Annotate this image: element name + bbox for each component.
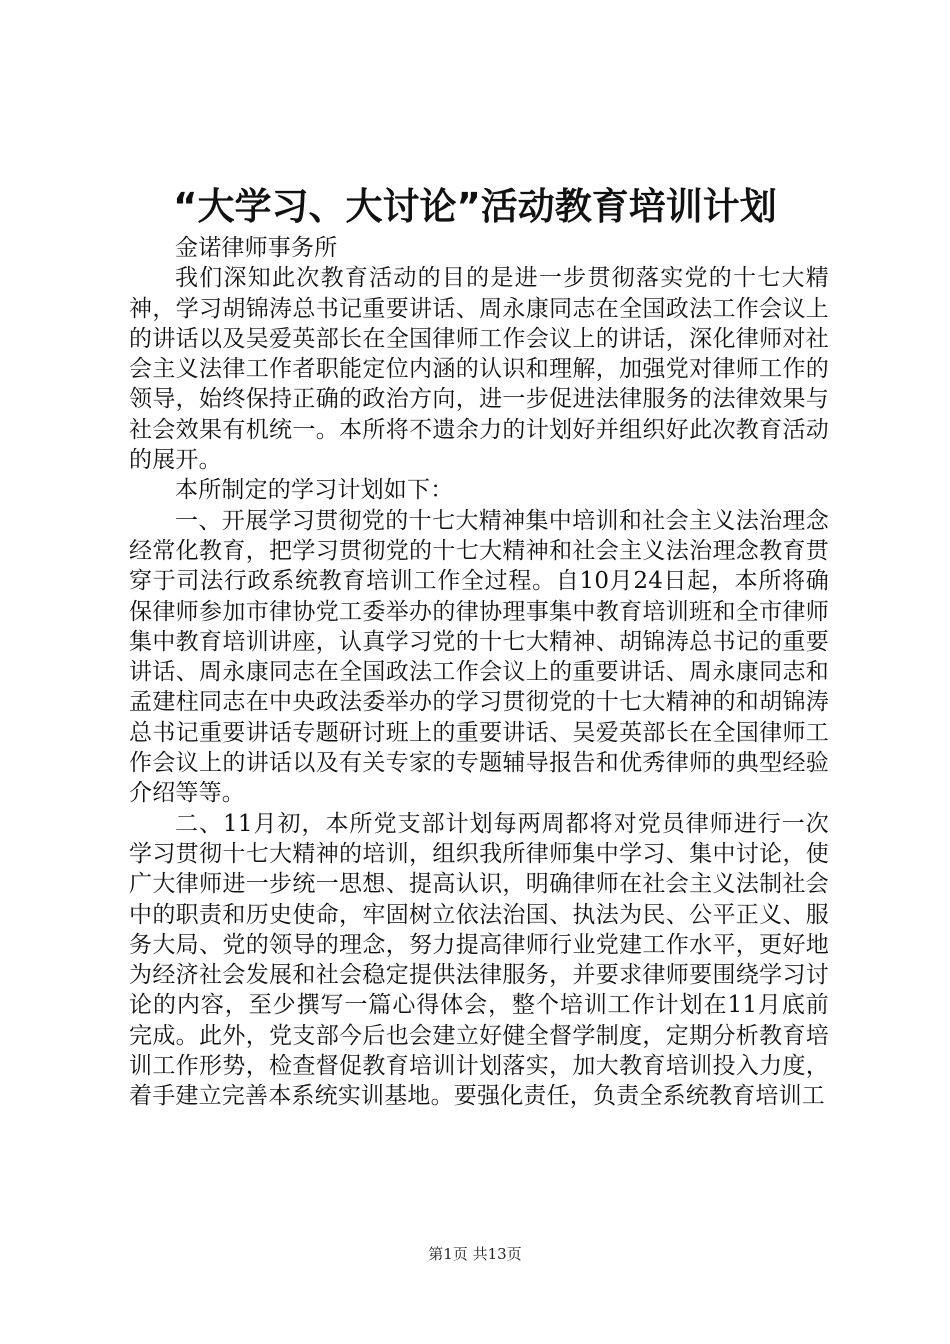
paragraph-intro: 我们深知此次教育活动的目的是进一步贯彻落实党的十七大精神，学习胡锦涛总书记重要讲话、周永康同志在全国政法工作会议上的讲话以及吴爱英部长在全国律师工作会议上的讲话，深化律师对社会主义法律工作者职能定位内涵的认识和理解，加强党对律师工作的领导，始终保持正确的政治方向，进一步促进法律服务的法律效果与社会效果有机统一。本所将不遗余力的计划好并组织好此次教育活动的展开。: [129, 265, 829, 474]
page-number-footer: 第1页 共13页: [428, 1245, 522, 1263]
paragraph-item-one: 一、开展学习贯彻党的十七大精神集中培训和社会主义法治理念经常化教育，把学习贯彻党的十七大精神和社会主义法治理念教育贯穿于司法行政系统教育培训工作全过程。自10月24日起，本所将确保律师参加市律协党工委举办的律协理事集中教育培训班和全市律师集中教育培训讲座，认真学习党的十七大精神、胡锦涛总书记的重要讲话、周永康同志在全国政法工作会议上的重要讲话、周永康同志和孟建柱同志在中央政法委举办的学习贯彻党的十七大精神的和胡锦涛总书记重要讲话专题研讨班上的重要讲话、吴爱英部长在全国律师工作会议上的讲话以及有关专家的专题辅导报告和优秀律师的典型经验介绍等等。: [129, 507, 829, 807]
paragraph-item-two: 二、11月初，本所党支部计划每两周都将对党员律师进行一次学习贯彻十七大精神的培训，组织我所律师集中学习、集中讨论，使广大律师进一步统一思想、提高认识，明确律师在社会主义法制社会中的职责和历史使命，牢固树立依法治国、执法为民、公平正义、服务大局、党的领导的理念，努力提高律师行业党建工作水平，更好地为经济社会发展和社会稳定提供法律服务，并要求律师要围绕学习讨论的内容，至少撰写一篇心得体会，整个培训工作计划在11月底前完成。此外，党支部今后也会建立好健全督学制度，定期分析教育培训工作形势，检查督促教育培训计划落实，加大教育培训投入力度，着手建立完善本系统实训基地。要强化责任，负责全系统教育培训工: [129, 810, 829, 1110]
document-body: [129, 233, 829, 1112]
document-title: “大学习、大讨论”活动教育培训计划: [173, 185, 777, 228]
organization-name: 金诺律师事务所: [175, 235, 338, 261]
paragraph-plan-heading: 本所制定的学习计划如下：: [175, 477, 454, 504]
